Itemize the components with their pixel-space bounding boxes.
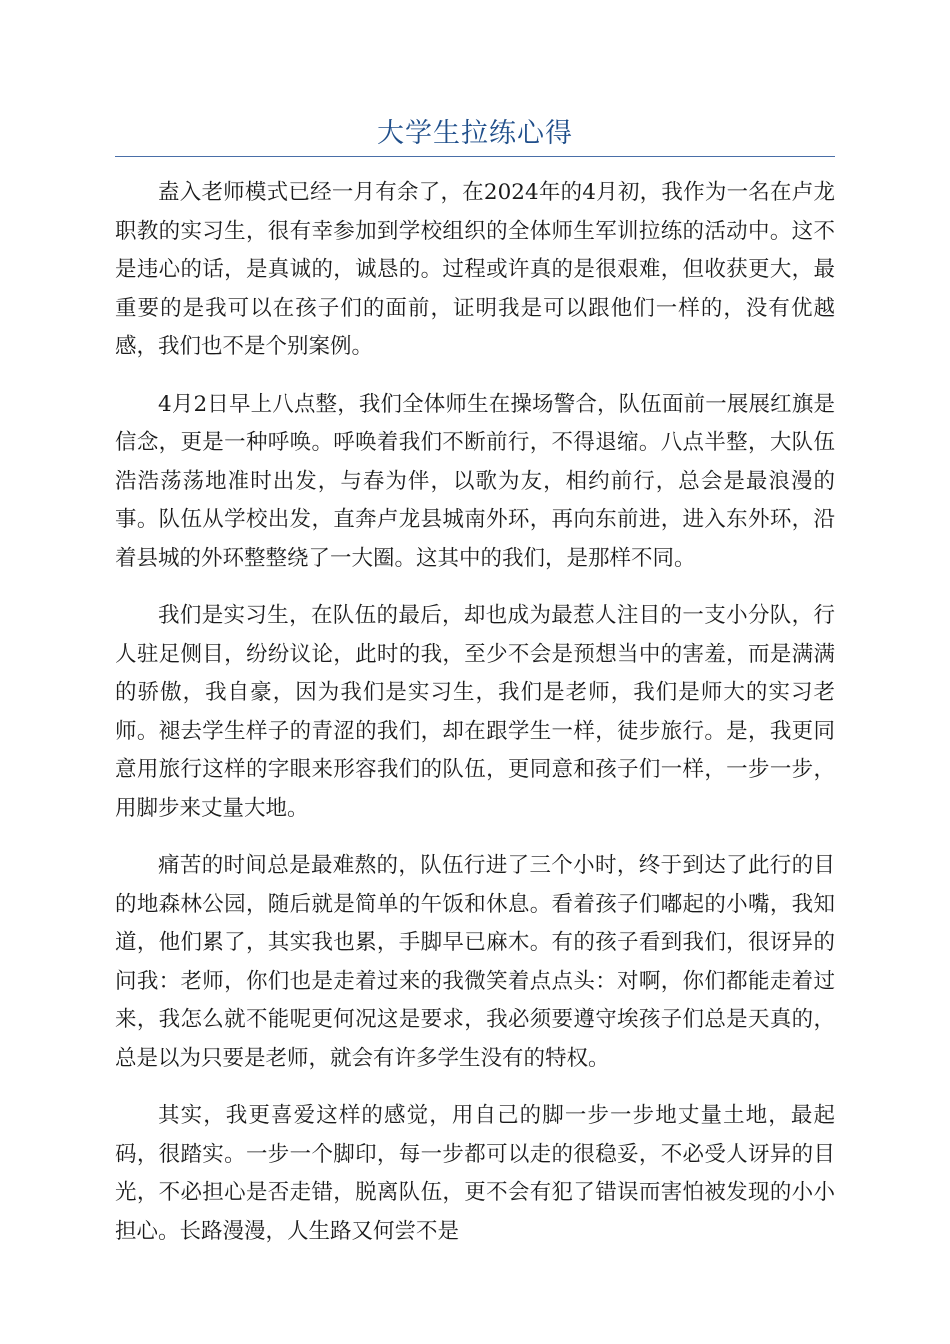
paragraph-3: 我们是实习生，在队伍的最后，却也成为最惹人注目的一支小分队，行人驻足侧目，纷纷议论，此时的我，至少不会是预想当中的害羞，而是满满的骄傲，我自豪，因为我们是实习生，我们是老师，我们是师大的实习老师。褪去学生样子的青涩的我们，却在跟学生一样，徒步旅行。是，我更同意用旅行这样的字眼来形容我们的队伍，更同意和孩子们一样，一步一步，用脚步来丈量大地。 xyxy=(115,603,835,821)
page-title: 大学生拉练心得 xyxy=(377,118,573,149)
paragraph-1: 盍入老师模式已经一月有余了，在2024年的4月初，我作为一名在卢龙职教的实习生，很有幸参加到学校组织的全体师生军训拉练的活动中。这不是违心的话，是真诚的，诚恳的。过程或许真的是很艰难，但收获更大，最重要的是我可以在孩子们的面前，证明我是可以跟他们一样的，没有优越感，我们也不是个别案例。 xyxy=(115,180,835,359)
title-block xyxy=(115,112,835,157)
paragraph-4: 痛苦的时间总是最难熬的，队伍行进了三个小时，终于到达了此行的目的地森林公园，随后就是简单的午饭和休息。看着孩子们嘟起的小嘴，我知道，他们累了，其实我也累，手脚早已麻木。有的孩子看到我们，很讶异的问我：老师，你们也是走着过来的我微笑着点点头：对啊，你们都能走着过来，我怎么就不能呢更何况这是要求，我必须要遵守埃孩子们总是天真的，总是以为只要是老师，就会有许多学生没有的特权。 xyxy=(115,853,835,1071)
paragraph-5: 其实，我更喜爱这样的感觉，用自己的脚一步一步地丈量土地，最起码，很踏实。一步一个脚印，每一步都可以走的很稳妥，不必受人讶异的目光，不必担心是否走错，脱离队伍，更不会有犯了错误而害怕被发现的小小担心。长路漫漫，人生路又何尝不是 xyxy=(115,1103,835,1244)
paragraph-2: 4月2日早上八点整，我们全体师生在操场警合，队伍面前一展展红旗是信念，更是一种呼唤。呼唤着我们不断前行，不得退缩。八点半整，大队伍浩浩荡荡地准时出发，与春为伴，以歌为友，相约前行，总会是最浪漫的事。队伍从学校出发，直奔卢龙县城南外环，再向东前进，进入东外环，沿着县城的外环整整绕了一大圈。这其中的我们，是那样不同。 xyxy=(115,391,835,571)
document-body xyxy=(115,174,835,1270)
